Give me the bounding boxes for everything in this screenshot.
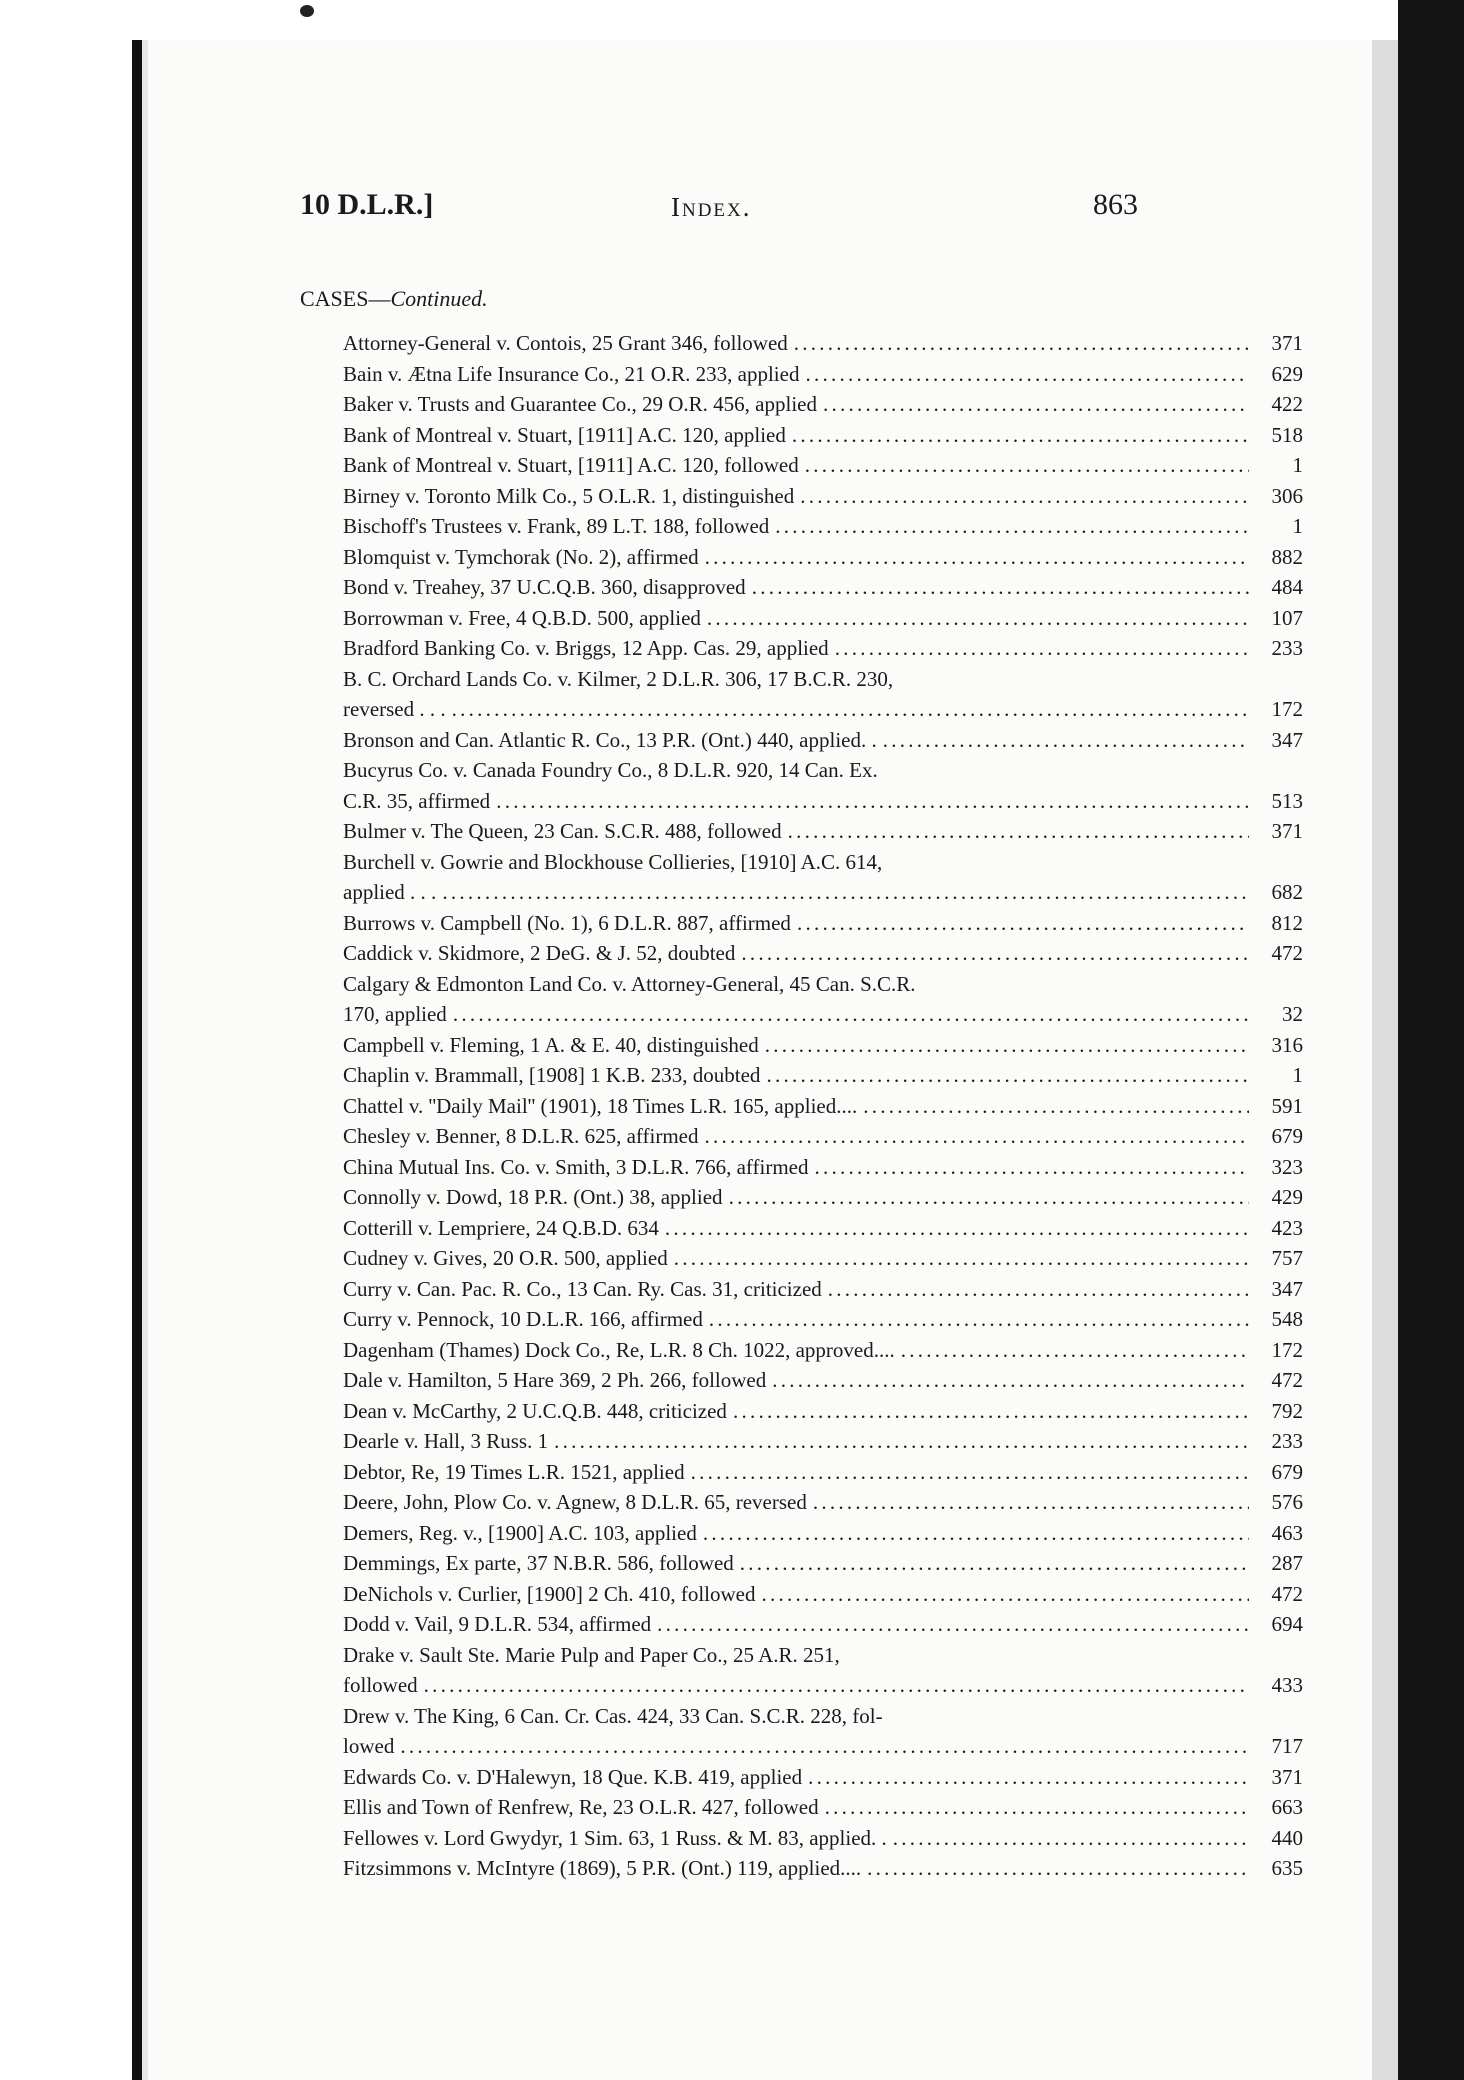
dot-leader (741, 938, 1249, 969)
case-entry-row (343, 1731, 1303, 1762)
case-entry-row (343, 511, 1303, 542)
dot-leader (554, 1426, 1249, 1457)
case-entry-row (343, 359, 1303, 390)
case-entry-text: Debtor, Re, 19 Times L.R. 1521, applied (343, 1459, 685, 1484)
case-entry-page: 629 (1271, 361, 1303, 386)
case-entry-text: Caddick v. Skidmore, 2 DeG. & J. 52, doubted (343, 941, 736, 965)
case-entry (343, 633, 1303, 664)
case-entry-page: 423 (1271, 1215, 1303, 1240)
case-entry-row (343, 1518, 1303, 1549)
case-entry-row (343, 603, 1303, 634)
case-entry-row (343, 572, 1303, 603)
case-entry-text: Bank of Montreal v. Stuart, [1911] A.C. 120, followed (343, 453, 799, 477)
case-entry-row (343, 1304, 1303, 1335)
dot-leader (835, 633, 1249, 664)
case-entry (343, 1792, 1303, 1823)
case-entry (343, 1762, 1303, 1793)
case-entry-text: Cudney v. Gives, 20 O.R. 500, applied (343, 1246, 668, 1270)
case-entry-text: Chaplin v. Brammall, [1908] 1 K.B. 233, doubted (343, 1063, 761, 1087)
case-entry-text: Connolly v. Dowd, 18 P.R. (Ont.) 38, applied (343, 1185, 723, 1209)
section-label: CASES— (300, 286, 391, 311)
dot-leader (657, 1609, 1249, 1640)
case-entry (343, 1335, 1303, 1366)
running-head-title: Index. (671, 192, 752, 222)
case-entry (343, 1609, 1303, 1640)
case-entry (343, 1518, 1303, 1549)
section-heading (300, 286, 488, 312)
case-entry-row (343, 450, 1303, 481)
case-entry-page: 472 (1271, 941, 1303, 965)
case-entry-text: Dale v. Hamilton, 5 Hare 369, 2 Ph. 266, followed (343, 1368, 767, 1392)
dot-leader (733, 1396, 1249, 1427)
case-entry-page: 371 (1271, 331, 1303, 355)
dot-leader (761, 1579, 1249, 1610)
dot-leader (400, 1731, 1249, 1762)
case-entry-page: 233 (1271, 636, 1303, 660)
case-entry (343, 816, 1303, 847)
case-entry-text: Fitzsimmons v. McIntyre (1869), 5 P.R. (Ont.) 119, applied.... (343, 1856, 862, 1880)
case-entry (343, 1365, 1303, 1396)
case-entry (343, 1243, 1303, 1274)
running-head-volume: 10 D.L.R.] (300, 188, 434, 221)
top-margin (132, 0, 1398, 40)
dot-leader (705, 1121, 1249, 1152)
case-entry-text: Blomquist v. Tymchorak (No. 2), affirmed (343, 544, 699, 569)
case-entry-text: 170, applied (343, 1002, 447, 1026)
case-entry (343, 1030, 1303, 1061)
case-entry (343, 572, 1303, 603)
case-entry (343, 1457, 1303, 1488)
dot-leader (453, 999, 1249, 1030)
case-entry-text: Demers, Reg. v., [1900] A.C. 103, applied (343, 1520, 697, 1545)
case-entry-page: 472 (1271, 1581, 1303, 1606)
dot-leader (800, 481, 1249, 512)
ink-spot (300, 5, 314, 17)
case-entry (343, 450, 1303, 481)
case-entry (343, 755, 1303, 816)
case-entry (343, 511, 1303, 542)
case-entry-row (343, 1091, 1303, 1122)
case-entry-row (343, 816, 1303, 847)
case-entry-text: Deere, John, Plow Co. v. Agnew, 8 D.L.R. 65, reversed (343, 1490, 807, 1514)
case-entry-row (343, 1121, 1303, 1152)
case-entry-page: 371 (1271, 1764, 1303, 1789)
case-entry-page: 682 (1271, 880, 1303, 904)
dot-leader (805, 359, 1249, 390)
case-entry-page: 812 (1271, 910, 1303, 935)
case-entry (343, 847, 1303, 908)
case-entry-text: followed (343, 1673, 418, 1697)
case-entry-page: 757 (1271, 1246, 1303, 1270)
case-entry-text: Bond v. Treahey, 37 U.C.Q.B. 360, disapproved (343, 575, 746, 599)
dot-leader (788, 816, 1249, 847)
dot-leader (867, 1853, 1249, 1884)
dot-leader (752, 572, 1249, 603)
case-entry-text: Burrows v. Campbell (No. 1), 6 D.L.R. 887, affirmed (343, 910, 791, 935)
case-entry (343, 420, 1303, 451)
case-entry-row (343, 1487, 1303, 1518)
case-entry-page: 635 (1271, 1856, 1303, 1880)
case-entry (343, 1060, 1303, 1091)
case-entry-text: Dearle v. Hall, 3 Russ. 1 (343, 1429, 549, 1453)
dot-leader (442, 877, 1249, 908)
index-page (148, 40, 1372, 2080)
case-entry-row (343, 1609, 1303, 1640)
case-entry-row (343, 1030, 1303, 1061)
case-entry-page: 882 (1271, 544, 1303, 569)
case-entry-text: B. C. Orchard Lands Co. v. Kilmer, 2 D.L.R. 306, 17 B.C.R. 230, (343, 666, 894, 691)
case-entry (343, 1579, 1303, 1610)
case-entry-text: C.R. 35, affirmed (343, 788, 491, 813)
case-entry-page: 463 (1271, 1520, 1303, 1545)
case-entry-text: Fellowes v. Lord Gwydyr, 1 Sim. 63, 1 Russ. & M. 83, applied. . (343, 1825, 887, 1850)
left-facing-page (0, 0, 132, 2080)
case-entry-page: 792 (1271, 1398, 1303, 1423)
page-edge (1372, 40, 1398, 2080)
case-entry-page: 663 (1271, 1795, 1303, 1819)
dot-leader (691, 1457, 1249, 1488)
case-entry-row (343, 877, 1303, 908)
case-entry-page: 172 (1271, 1337, 1303, 1362)
case-entry-text: Edwards Co. v. D'Halewyn, 18 Que. K.B. 419, applied (343, 1764, 803, 1789)
case-entry-text: Bischoff's Trustees v. Frank, 89 L.T. 188, followed (343, 514, 770, 538)
case-entry-row (343, 1823, 1303, 1854)
case-entry-text: Calgary & Edmonton Land Co. v. Attorney-General, 45 Can. S.C.R. (343, 971, 916, 996)
case-entry-page: 429 (1271, 1185, 1303, 1209)
case-entry (343, 1152, 1303, 1183)
case-entry-page: 347 (1271, 727, 1303, 752)
case-entry-row (343, 1426, 1303, 1457)
case-entry-row (343, 999, 1303, 1030)
case-entry-row (343, 938, 1303, 969)
case-entry-text: Chesley v. Benner, 8 D.L.R. 625, affirmed (343, 1124, 699, 1148)
case-entry-row (343, 1152, 1303, 1183)
case-entry (343, 1853, 1303, 1884)
case-entry-page: 513 (1271, 788, 1303, 813)
case-entry-page: 679 (1271, 1459, 1303, 1484)
dot-leader (813, 1487, 1249, 1518)
case-entry (343, 1823, 1303, 1854)
case-entry (343, 481, 1303, 512)
dot-leader (709, 1304, 1249, 1335)
case-entry-page: 32 (1282, 1002, 1303, 1026)
case-entry-page: 484 (1271, 575, 1303, 599)
case-entry (343, 908, 1303, 939)
case-entry-row (343, 694, 1303, 725)
case-entry-text: Drew v. The King, 6 Can. Cr. Cas. 424, 33 Can. S.C.R. 228, fol- (343, 1703, 883, 1728)
case-entry (343, 603, 1303, 634)
case-entry-row (343, 389, 1303, 420)
case-entry-text: Campbell v. Fleming, 1 A. & E. 40, distinguished (343, 1032, 759, 1057)
dot-leader (775, 511, 1249, 542)
case-entry (343, 328, 1303, 359)
dot-leader (665, 1213, 1249, 1244)
case-entry-row (343, 542, 1303, 573)
case-entry-text: Drake v. Sault Ste. Marie Pulp and Paper Co., 25 A.R. 251, (343, 1642, 840, 1667)
case-entries-list (343, 328, 1303, 1884)
case-entry (343, 1548, 1303, 1579)
case-entry-text: Birney v. Toronto Milk Co., 5 O.L.R. 1, distinguished (343, 483, 795, 508)
case-entry-page: 440 (1271, 1825, 1303, 1850)
case-entry-page: 433 (1271, 1673, 1303, 1697)
case-entry (343, 389, 1303, 420)
case-entry-row (343, 328, 1303, 359)
case-entry-page: 472 (1271, 1368, 1303, 1392)
dot-leader (766, 1060, 1249, 1091)
case-entry (343, 1701, 1303, 1762)
case-entry-text: DeNichols v. Curlier, [1900] 2 Ch. 410, followed (343, 1581, 756, 1606)
dot-leader (424, 1670, 1249, 1701)
case-entry-page: 306 (1271, 483, 1303, 508)
case-entry-page: 518 (1271, 422, 1303, 447)
case-entry (343, 1426, 1303, 1457)
case-entry-text: Burchell v. Gowrie and Blockhouse Collieries, [1910] A.C. 614, (343, 849, 883, 874)
case-entry (343, 725, 1303, 756)
case-entry (343, 1213, 1303, 1244)
dot-leader (794, 328, 1249, 359)
case-entry-page: 548 (1271, 1307, 1303, 1331)
dot-leader (814, 1152, 1249, 1183)
case-entry-text: China Mutual Ins. Co. v. Smith, 3 D.L.R. 766, affirmed (343, 1154, 809, 1179)
case-entry (343, 542, 1303, 573)
case-entry (343, 969, 1303, 1030)
case-entry-text: Bucyrus Co. v. Canada Foundry Co., 8 D.L.R. 920, 14 Can. Ex. (343, 758, 878, 782)
case-entry-text: Curry v. Pennock, 10 D.L.R. 166, affirmed (343, 1307, 703, 1331)
case-entry (343, 1304, 1303, 1335)
case-entry-row (343, 725, 1303, 756)
case-entry (343, 1121, 1303, 1152)
dot-leader (674, 1243, 1249, 1274)
case-entry-text: Dean v. McCarthy, 2 U.C.Q.B. 448, criticized (343, 1398, 727, 1423)
case-entry-row (343, 1182, 1303, 1213)
case-entry (343, 1487, 1303, 1518)
case-entry-text: Baker v. Trusts and Guarantee Co., 29 O.R. 456, applied (343, 392, 817, 416)
dot-leader (765, 1030, 1249, 1061)
dot-leader (496, 786, 1249, 817)
dot-leader (703, 1518, 1249, 1549)
case-entry-row (343, 420, 1303, 451)
dot-leader (740, 1548, 1249, 1579)
case-entry (343, 1091, 1303, 1122)
case-entry-text: reversed . . . (343, 697, 446, 721)
case-entry-row (343, 1762, 1303, 1793)
case-entry-text: Chattel v. ''Daily Mail'' (1901), 18 Times L.R. 165, applied.... (343, 1093, 858, 1118)
dot-leader (729, 1182, 1249, 1213)
dot-leader (823, 389, 1249, 420)
case-entry-page: 233 (1271, 1429, 1303, 1453)
case-entry-text: Bronson and Can. Atlantic R. Co., 13 P.R. (Ont.) 440, applied. . (343, 727, 877, 752)
case-entry-page: 422 (1271, 392, 1303, 416)
book-spine (132, 40, 142, 2080)
dot-leader (883, 725, 1249, 756)
section-label-continued: Continued. (390, 286, 488, 311)
case-entry-text: Dodd v. Vail, 9 D.L.R. 534, affirmed (343, 1612, 652, 1636)
case-entry-text: Cotterill v. Lempriere, 24 Q.B.D. 634 (343, 1215, 659, 1240)
case-entry-page: 316 (1271, 1032, 1303, 1057)
case-entry-page: 591 (1271, 1093, 1303, 1118)
dot-leader (901, 1335, 1249, 1366)
case-entry-page: 679 (1271, 1124, 1303, 1148)
case-entry-page: 172 (1271, 697, 1303, 721)
case-entry (343, 359, 1303, 390)
case-entry-row (343, 908, 1303, 939)
case-entry-page: 371 (1271, 819, 1303, 843)
case-entry-row (343, 786, 1303, 817)
case-entry-row (343, 1243, 1303, 1274)
case-entry-text: Curry v. Can. Pac. R. Co., 13 Can. Ry. Cas. 31, criticized (343, 1276, 822, 1301)
dot-leader (705, 542, 1249, 573)
case-entry-row (343, 481, 1303, 512)
case-entry-text: applied . . . (343, 880, 437, 904)
case-entry-row (343, 1274, 1303, 1305)
dot-leader (452, 694, 1249, 725)
case-entry-page: 576 (1271, 1490, 1303, 1514)
case-entry-text: Dagenham (Thames) Dock Co., Re, L.R. 8 Ch. 1022, approved.... (343, 1337, 895, 1362)
page-number: 863 (1093, 188, 1138, 221)
case-entry-row (343, 1853, 1303, 1884)
dot-leader (808, 1762, 1249, 1793)
case-entry-text: Bain v. Ætna Life Insurance Co., 21 O.R. 233, applied (343, 361, 800, 386)
dot-leader (797, 908, 1249, 939)
case-entry-page: 717 (1271, 1734, 1303, 1758)
case-entry-row (343, 1335, 1303, 1366)
case-entry-page: 1 (1292, 1063, 1303, 1087)
case-entry-row (343, 1365, 1303, 1396)
case-entry (343, 938, 1303, 969)
case-entry (343, 1274, 1303, 1305)
case-entry-page: 323 (1271, 1154, 1303, 1179)
case-entry-text: lowed (343, 1734, 395, 1758)
case-entry (343, 1182, 1303, 1213)
case-entry-text: Ellis and Town of Renfrew, Re, 23 O.L.R. 427, followed (343, 1795, 819, 1819)
case-entry-row (343, 1457, 1303, 1488)
case-entry-text: Attorney-General v. Contois, 25 Grant 346, followed (343, 331, 788, 355)
case-entry-page: 287 (1271, 1551, 1303, 1575)
case-entry-text: Bulmer v. The Queen, 23 Can. S.C.R. 488, followed (343, 819, 782, 843)
case-entry-text: Borrowman v. Free, 4 Q.B.D. 500, applied (343, 605, 701, 630)
dot-leader (825, 1792, 1249, 1823)
case-entry-page: 107 (1271, 605, 1303, 630)
case-entry-row (343, 1060, 1303, 1091)
case-entry-page: 347 (1271, 1276, 1303, 1301)
dot-leader (772, 1365, 1249, 1396)
case-entry-row (343, 1213, 1303, 1244)
case-entry (343, 1396, 1303, 1427)
case-entry-row (343, 1579, 1303, 1610)
case-entry-page: 1 (1292, 514, 1303, 538)
case-entry-text: Bradford Banking Co. v. Briggs, 12 App. Cas. 29, applied (343, 636, 829, 660)
dot-leader (707, 603, 1249, 634)
case-entry-page: 694 (1271, 1612, 1303, 1636)
case-entry-page: 1 (1292, 453, 1303, 477)
dot-leader (893, 1823, 1249, 1854)
dot-leader (792, 420, 1249, 451)
case-entry-text: Bank of Montreal v. Stuart, [1911] A.C. 120, applied (343, 422, 786, 447)
book-cover-edge (1398, 0, 1464, 2080)
dot-leader (828, 1274, 1249, 1305)
case-entry-row (343, 1548, 1303, 1579)
case-entry-row (343, 1670, 1303, 1701)
dot-leader (805, 450, 1249, 481)
case-entry (343, 1640, 1303, 1701)
dot-leader (863, 1091, 1249, 1122)
case-entry-row (343, 633, 1303, 664)
case-entry (343, 664, 1303, 725)
case-entry-text: Demmings, Ex parte, 37 N.B.R. 586, followed (343, 1551, 734, 1575)
case-entry-row (343, 1396, 1303, 1427)
case-entry-row (343, 1792, 1303, 1823)
